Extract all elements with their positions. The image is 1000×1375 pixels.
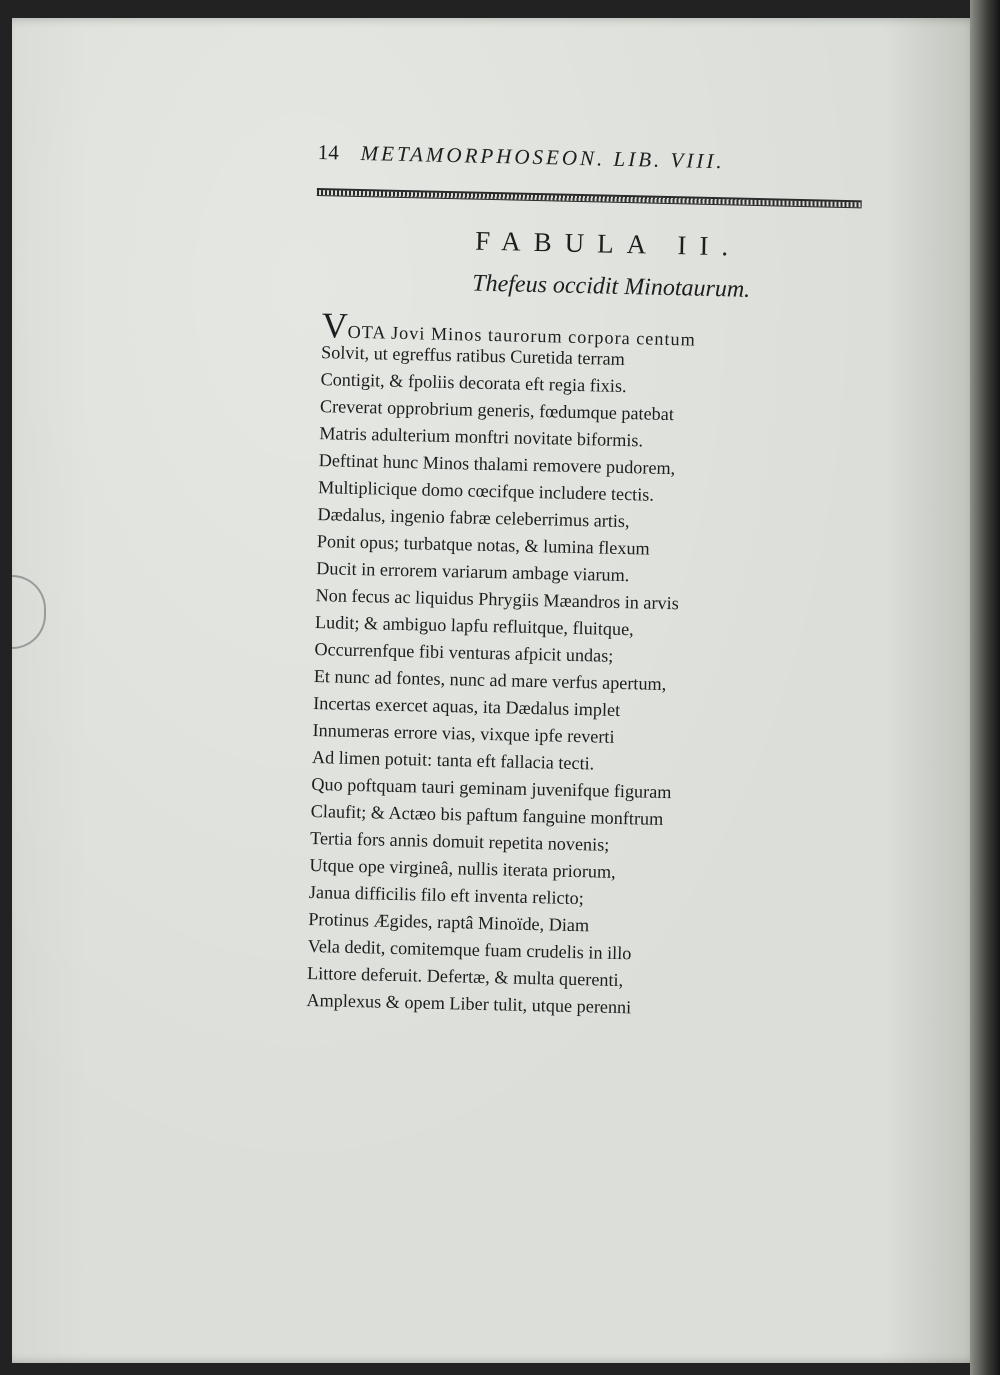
verse-line: Multiplicique domo cœcifque includere tectis. xyxy=(317,477,655,505)
verse-line: Ad limen potuit: tanta eft fallacia tecti. xyxy=(311,747,595,774)
verse-line: Ponit opus; turbatque notas, & lumina flexum xyxy=(316,531,650,559)
verse-line: Contigit, & fpoliis decorata eft regia fixis. xyxy=(320,369,627,397)
verse-line: Incertas exercet aquas, ita Dædalus implet xyxy=(312,693,621,721)
book-spine xyxy=(970,0,1000,1375)
verse-line: Littore deferuit. Defertæ, & multa querenti, xyxy=(306,962,624,991)
ornamental-rule xyxy=(317,188,862,208)
drop-cap: V xyxy=(321,305,349,346)
verse-line: Janua difficilis filo eft inventa relicto; xyxy=(308,881,585,909)
verse-line: Matris adulterium monftri novitate biformis. xyxy=(319,423,644,451)
verse-line: Occurrenfque fibi venturas afpicit undas; xyxy=(314,639,614,666)
page-number: 14 xyxy=(317,140,339,165)
fabula-heading: FABULA II. xyxy=(474,225,742,262)
verse-line: Utque ope virgineâ, nullis iterata priorum, xyxy=(309,854,616,882)
verse-line: Vela dedit, comitemque fuam crudelis in illo xyxy=(307,935,632,964)
running-title: METAMORPHOSEON. LIB. VIII. xyxy=(360,140,725,174)
verse-line: Ludit; & ambiguo lapfu refluitque, fluitque, xyxy=(314,612,634,640)
verse-line: Protinus Ægides, raptâ Minoïde, Diam xyxy=(308,908,590,936)
verse-line: Solvit, ut egreffus ratibus Curetida terram xyxy=(320,342,626,370)
verse-line: Dædalus, ingenio fabræ celeberrimus artis, xyxy=(317,504,630,532)
verse-line: Tertia fors annis domuit repetita novenis; xyxy=(309,828,610,855)
verse-line: Quo poftquam tauri geminam juvenifque figuram xyxy=(311,774,672,803)
verse-line: Creverat opprobrium generis, fœdumque patebat xyxy=(319,396,675,425)
verse-line: Et nunc ad fontes, nunc ad mare verfus apertum, xyxy=(313,666,667,695)
verse-line: Innumeras errore vias, vixque ipfe reverti xyxy=(312,720,615,747)
verse-line: Amplexus & opem Liber tulit, utque perenni xyxy=(306,989,632,1018)
verse-line: Claufit; & Actæo bis paftum fanguine monftrum xyxy=(310,801,664,830)
first-line-text: OTA Jovi Minos taurorum corpora centum xyxy=(347,321,696,350)
verse-line: Ducit in errorem variarum ambage viarum. xyxy=(316,558,630,586)
verse-line: Non fecus ac liquidus Phrygiis Mæandros in arvis xyxy=(315,585,680,614)
verse-line: Deftinat hunc Minos thalami removere pudorem, xyxy=(318,450,676,479)
verse-block xyxy=(298,305,859,1026)
page-content xyxy=(298,140,863,1026)
fabula-subtitle: Thefeus occidit Minotaurum. xyxy=(472,270,751,303)
